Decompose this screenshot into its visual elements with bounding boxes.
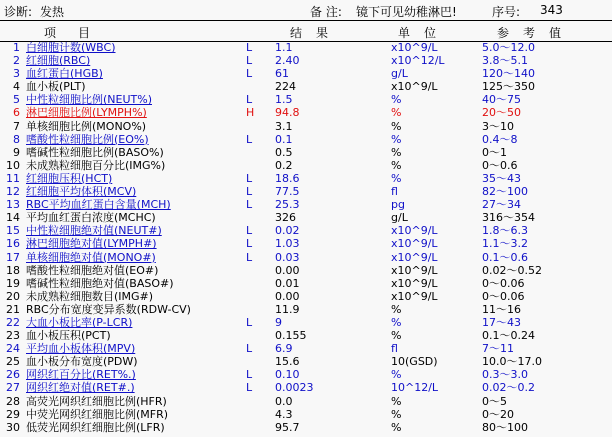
abnormal-flag: L (246, 315, 253, 329)
test-result: 1.1 (275, 41, 293, 54)
test-name: 平均血小板体积(MPV) (26, 342, 136, 356)
table-row[interactable] (0, 93, 612, 106)
test-result: 0.0 (275, 394, 293, 408)
abnormal-flag: L (246, 67, 253, 81)
reference-range: 3～10 (482, 119, 514, 133)
table-row[interactable] (0, 316, 612, 329)
row-number: 1 (13, 41, 20, 54)
test-name: 红细胞平均体积(MCV) (26, 185, 137, 199)
abnormal-flag: L (246, 250, 253, 264)
test-name: 白细胞计数(WBC) (26, 41, 116, 54)
row-number: 12 (6, 185, 20, 199)
test-result: 1.5 (275, 93, 293, 107)
test-unit: % (391, 158, 402, 172)
table-row[interactable] (0, 185, 612, 198)
test-name: 单核细胞绝对值(MONO#) (26, 250, 156, 264)
test-unit: pg (391, 198, 405, 212)
test-result: 0.5 (275, 145, 293, 159)
test-result: 6.9 (275, 342, 293, 356)
test-result: 61 (275, 67, 289, 81)
test-result: 0.155 (275, 329, 307, 343)
table-row[interactable] (0, 120, 612, 133)
abnormal-flag: L (246, 198, 253, 212)
test-result: 1.03 (275, 237, 300, 251)
table-row[interactable] (0, 172, 612, 185)
test-name: 未成熟粒细胞数目(IMG#) (26, 289, 154, 303)
test-unit: % (391, 132, 402, 146)
reference-range: 0.1～0.24 (482, 329, 535, 343)
test-unit: % (391, 368, 402, 382)
reference-range: 0.4～8 (482, 132, 518, 146)
test-name: 嗜酸性粒细胞绝对值(EO#) (26, 263, 159, 277)
test-unit: % (391, 119, 402, 133)
row-number: 26 (6, 368, 20, 382)
sequence-label: 序号: (492, 5, 521, 19)
test-name: 低荧光网织红细胞比例(LFR) (26, 420, 165, 434)
row-number: 2 (13, 54, 20, 68)
test-name: 嗜碱性粒细胞比例(BASO%) (26, 145, 164, 159)
test-name: 淋巴细胞比例(LYMPH%) (26, 106, 147, 120)
test-unit: x10^9/L (391, 224, 438, 238)
table-row[interactable] (0, 211, 612, 224)
table-row[interactable] (0, 67, 612, 80)
test-result: 0.2 (275, 158, 293, 172)
test-unit: x10^9/L (391, 41, 438, 54)
table-row[interactable] (0, 198, 612, 211)
table-row[interactable] (0, 237, 612, 250)
test-unit: % (391, 420, 402, 434)
test-name: 嗜碱性粒细胞绝对值(BASO#) (26, 276, 174, 290)
row-number: 24 (6, 342, 20, 356)
test-unit: x10^9/L (391, 289, 438, 303)
reference-range: 120～140 (482, 67, 535, 81)
table-row[interactable] (0, 106, 612, 119)
reference-range: 0.02～0.2 (482, 381, 535, 395)
row-number: 21 (6, 302, 20, 316)
remark-label: 备 注: (310, 5, 342, 19)
table-row[interactable] (0, 342, 612, 355)
test-result: 326 (275, 211, 296, 225)
test-name: 血小板压积(PCT) (26, 329, 111, 343)
test-result: 15.6 (275, 355, 300, 369)
table-row[interactable] (0, 54, 612, 67)
test-result: 224 (275, 80, 296, 94)
row-number: 5 (13, 93, 20, 107)
test-unit: 10(GSD) (391, 355, 438, 369)
abnormal-flag: L (246, 54, 253, 68)
diagnosis-label: 诊断: (4, 5, 33, 19)
reference-range: 0.3～3.0 (482, 368, 528, 382)
table-header (0, 20, 612, 42)
row-number: 27 (6, 381, 20, 395)
test-name: 未成熟粒细胞百分比(IMG%) (26, 158, 166, 172)
test-unit: x10^9/L (391, 250, 438, 264)
reference-range: 0.02～0.52 (482, 263, 542, 277)
row-number: 6 (13, 106, 20, 120)
reference-range: 0～0.06 (482, 276, 525, 290)
abnormal-flag: L (246, 224, 253, 238)
row-number: 25 (6, 355, 20, 369)
test-result: 0.0023 (275, 381, 314, 395)
test-result: 9 (275, 315, 282, 329)
row-number: 7 (13, 119, 20, 133)
abnormal-flag: L (246, 171, 253, 185)
reference-range: 40～75 (482, 93, 521, 107)
test-result: 0.01 (275, 276, 300, 290)
table-row[interactable] (0, 224, 612, 237)
reference-range: 0～1 (482, 145, 507, 159)
reference-range: 20～50 (482, 106, 521, 120)
table-row[interactable] (0, 277, 612, 290)
test-unit: g/L (391, 67, 408, 81)
test-result: 4.3 (275, 407, 293, 421)
table-row[interactable] (0, 381, 612, 394)
test-unit: % (391, 171, 402, 185)
abnormal-flag: L (246, 368, 253, 382)
test-unit: x10^9/L (391, 237, 438, 251)
test-unit: x10^9/L (391, 80, 438, 94)
reference-range: 5.0～12.0 (482, 41, 535, 54)
test-name: 平均血红蛋白浓度(MCHC) (26, 211, 156, 225)
reference-range: 3.8～5.1 (482, 54, 528, 68)
test-result: 0.00 (275, 289, 300, 303)
reference-range: 35～43 (482, 171, 521, 185)
test-name: 网织红绝对值(RET#.) (26, 381, 135, 395)
test-name: RBC平均血红蛋白含量(MCH) (26, 198, 171, 212)
column-header-result[interactable]: 结果 (290, 26, 343, 40)
row-number: 19 (6, 276, 20, 290)
test-unit: % (391, 315, 402, 329)
reference-range: 1.1～3.2 (482, 237, 528, 251)
test-name: 中性粒细胞比例(NEUT%) (26, 93, 152, 107)
row-number: 22 (6, 315, 20, 329)
row-number: 20 (6, 289, 20, 303)
row-number: 16 (6, 237, 20, 251)
abnormal-flag: L (246, 185, 253, 199)
results-table (0, 41, 612, 434)
table-row[interactable] (0, 368, 612, 381)
test-result: 18.6 (275, 171, 300, 185)
row-number: 28 (6, 394, 20, 408)
row-number: 14 (6, 211, 20, 225)
row-number: 11 (6, 171, 20, 185)
reference-range: 0～0.6 (482, 158, 518, 172)
test-unit: % (391, 329, 402, 343)
test-result: 11.9 (275, 302, 300, 316)
abnormal-flag: L (246, 342, 253, 356)
reference-range: 82～100 (482, 185, 528, 199)
abnormal-flag: L (246, 132, 253, 146)
reference-range: 10.0～17.0 (482, 355, 542, 369)
reference-range: 125～350 (482, 80, 535, 94)
test-result: 94.8 (275, 106, 300, 120)
table-row[interactable] (0, 303, 612, 316)
row-number: 3 (13, 67, 20, 81)
test-result: 0.1 (275, 132, 293, 146)
row-number: 4 (13, 80, 20, 94)
test-name: 单核细胞比例(MONO%) (26, 119, 147, 133)
test-name: 红细胞压积(HCT) (26, 171, 113, 185)
abnormal-flag: L (246, 381, 253, 395)
reference-range: 27～34 (482, 198, 521, 212)
test-unit: % (391, 407, 402, 421)
test-result: 77.5 (275, 185, 300, 199)
row-number: 30 (6, 420, 20, 434)
test-result: 95.7 (275, 420, 300, 434)
test-result: 0.02 (275, 224, 300, 238)
row-number: 23 (6, 329, 20, 343)
reference-range: 0～5 (482, 394, 507, 408)
remark-value: 镜下可见幼稚淋巴! (356, 5, 457, 19)
reference-range: 80～100 (482, 420, 528, 434)
reference-range: 11～16 (482, 302, 521, 316)
row-number: 8 (13, 132, 20, 146)
abnormal-flag: L (246, 93, 253, 107)
test-unit: % (391, 93, 402, 107)
table-row[interactable] (0, 159, 612, 172)
reference-range: 0～0.06 (482, 289, 525, 303)
diagnosis-value: 发热 (40, 5, 65, 19)
reference-range: 0～20 (482, 407, 514, 421)
reference-range: 7～11 (482, 342, 514, 356)
reference-range: 1.8～6.3 (482, 224, 528, 238)
table-row[interactable] (0, 251, 612, 264)
table-row[interactable] (0, 395, 612, 408)
test-result: 0.03 (275, 250, 300, 264)
test-unit: x10^9/L (391, 276, 438, 290)
table-row[interactable] (0, 355, 612, 368)
table-row[interactable] (0, 408, 612, 421)
test-unit: x10^9/L (391, 263, 438, 277)
test-unit: % (391, 145, 402, 159)
test-unit: fl (391, 185, 398, 199)
table-row[interactable] (0, 421, 612, 434)
test-unit: 10^12/L (391, 381, 439, 395)
abnormal-flag: L (246, 237, 253, 251)
test-result: 2.40 (275, 54, 300, 68)
test-unit: x10^12/L (391, 54, 445, 68)
test-name: 大血小板比率(P-LCR) (26, 315, 133, 329)
test-unit: fl (391, 342, 398, 356)
table-row[interactable] (0, 41, 612, 54)
test-name: 网织红百分比(RET%.) (26, 368, 136, 382)
abnormal-flag: H (246, 106, 255, 120)
table-row[interactable] (0, 80, 612, 93)
test-unit: % (391, 302, 402, 316)
test-unit: % (391, 394, 402, 408)
test-name: 中性粒细胞绝对值(NEUT#) (26, 224, 162, 238)
row-number: 18 (6, 263, 20, 277)
test-name: 红细胞(RBC) (26, 54, 91, 68)
row-number: 13 (6, 198, 20, 212)
row-number: 29 (6, 407, 20, 421)
table-row[interactable] (0, 133, 612, 146)
row-number: 10 (6, 158, 20, 172)
reference-range: 17～43 (482, 315, 521, 329)
test-name: 高荧光网织红细胞比例(HFR) (26, 394, 167, 408)
test-name: 血小板(PLT) (26, 80, 86, 94)
column-header-item[interactable]: 项目 (44, 26, 113, 40)
test-name: 血红蛋白(HGB) (26, 67, 103, 81)
table-row[interactable] (0, 146, 612, 159)
test-name: 淋巴细胞绝对值(LYMPH#) (26, 237, 157, 251)
row-number: 17 (6, 250, 20, 264)
test-result: 25.3 (275, 198, 300, 212)
abnormal-flag: L (246, 41, 253, 54)
column-header-reference[interactable]: 参考值 (497, 26, 576, 40)
reference-range: 316～354 (482, 211, 535, 225)
test-name: 中荧光网织红细胞比例(MFR) (26, 407, 169, 421)
test-result: 0.10 (275, 368, 300, 382)
test-result: 3.1 (275, 119, 293, 133)
test-name: RBC分布宽度变异系数(RDW-CV) (26, 302, 191, 316)
column-header-unit[interactable]: 单位 (398, 26, 451, 40)
test-unit: g/L (391, 211, 408, 225)
table-row[interactable] (0, 290, 612, 303)
test-name: 血小板分布宽度(PDW) (26, 355, 138, 369)
test-unit: % (391, 106, 402, 120)
row-number: 15 (6, 224, 20, 238)
test-result: 0.00 (275, 263, 300, 277)
table-row[interactable] (0, 264, 612, 277)
report-header (0, 0, 612, 20)
table-row[interactable] (0, 329, 612, 342)
test-name: 嗜酸性粒细胞比例(EO%) (26, 132, 149, 146)
reference-range: 0.1～0.6 (482, 250, 528, 264)
row-number: 9 (13, 145, 20, 159)
sequence-value: 343 (540, 3, 563, 17)
